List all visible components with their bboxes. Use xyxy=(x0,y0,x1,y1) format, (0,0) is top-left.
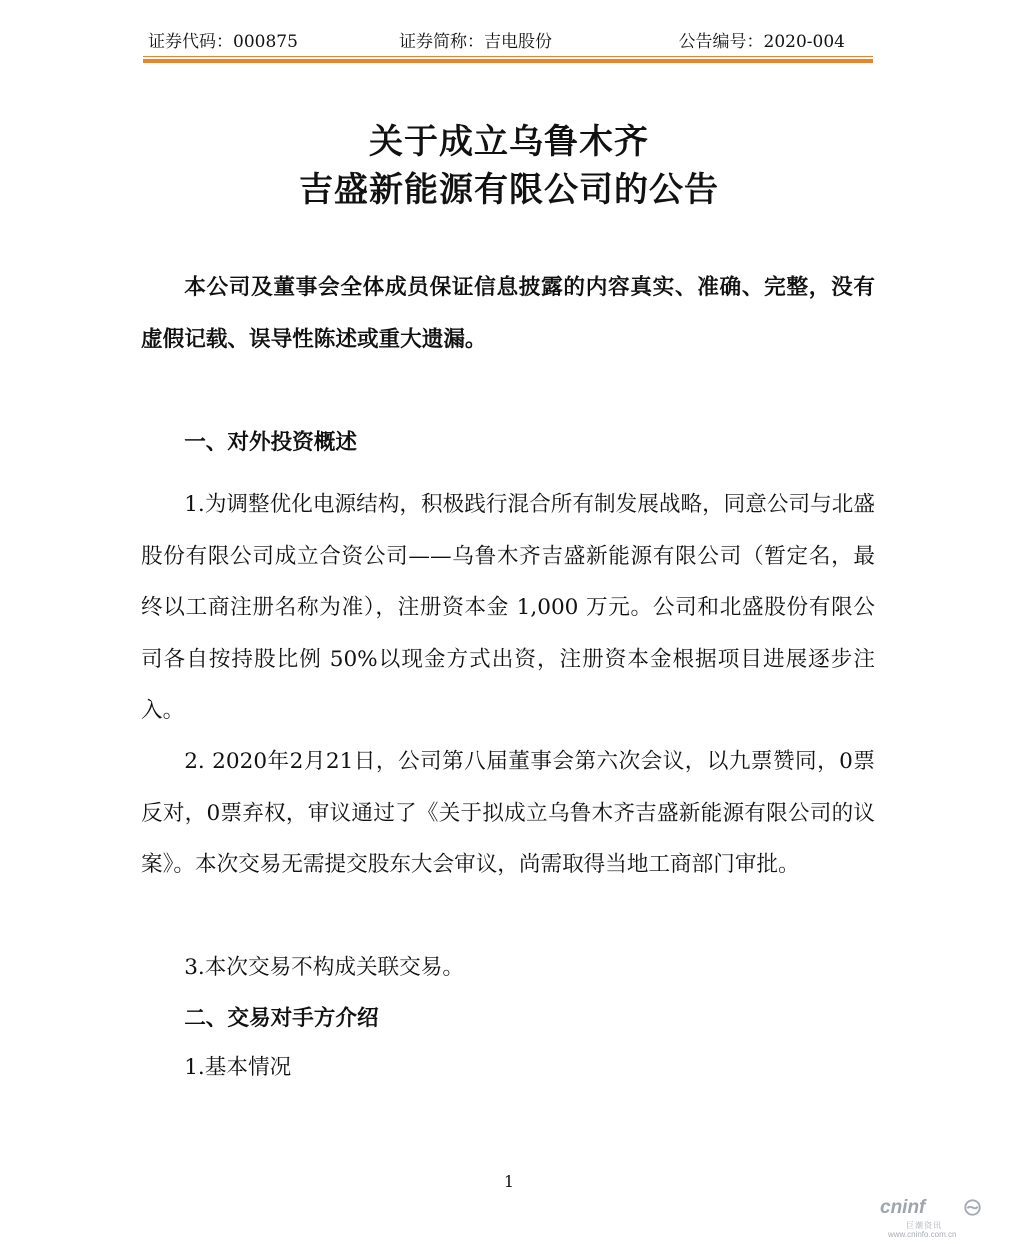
title-line-1: 关于成立乌鲁木齐 xyxy=(369,122,649,162)
disclosure-statement: 本公司及董事会全体成员保证信息披露的内容真实、准确、完整，没有虚假记载、误导性陈述或重大遗漏。 xyxy=(141,275,875,352)
header-rule-thin xyxy=(143,56,873,57)
swirl-icon xyxy=(964,1199,981,1216)
section-2-heading: 二、交易对手方介绍 xyxy=(184,1006,379,1031)
page-number: 1 xyxy=(503,1172,515,1191)
document-header xyxy=(143,30,873,54)
section-1-item-1: 1.为调整优化电源结构，积极践行混合所有制发展战略，同意公司与北盛股份有限公司成立合资公司——乌鲁木齐吉盛新能源有限公司（暂定名，最终以工商注册名称为准），注册资本金 1,000 万元。公司和北盛股份有限公司各自按持股比例 50%以现金方式出资，注册资本金根据项目进展逐步注入。 xyxy=(141,492,875,724)
watermark-name: 巨潮资讯 xyxy=(906,1221,942,1230)
security-code: 证券代码：000875 xyxy=(148,32,298,52)
section-1-item-3: 3.本次交易不构成关联交易。 xyxy=(184,955,464,980)
section-1-item-2: 2. 2020年2月21日，公司第八届董事会第六次会议，以九票赞同，0票反对，0票弃权，审议通过了《关于拟成立乌鲁木齐吉盛新能源有限公司的议案》。本次交易无需提交股东大会审议，尚需取得当地工商部门审批。 xyxy=(141,749,875,878)
header-rule-thick xyxy=(143,59,873,63)
section-1-heading: 一、对外投资概述 xyxy=(184,430,357,455)
security-abbreviation: 证券简称：吉电股份 xyxy=(399,32,552,52)
watermark-url: www.cninfo.com.cn xyxy=(888,1230,957,1239)
cninfo-watermark xyxy=(880,1197,1000,1241)
title-line-2: 吉盛新能源有限公司的公告 xyxy=(299,170,719,210)
watermark-logo-text: cninf xyxy=(880,1197,926,1218)
section-2-subheading: 1.基本情况 xyxy=(184,1055,292,1080)
announcement-number: 公告编号：2020-004 xyxy=(678,32,845,52)
